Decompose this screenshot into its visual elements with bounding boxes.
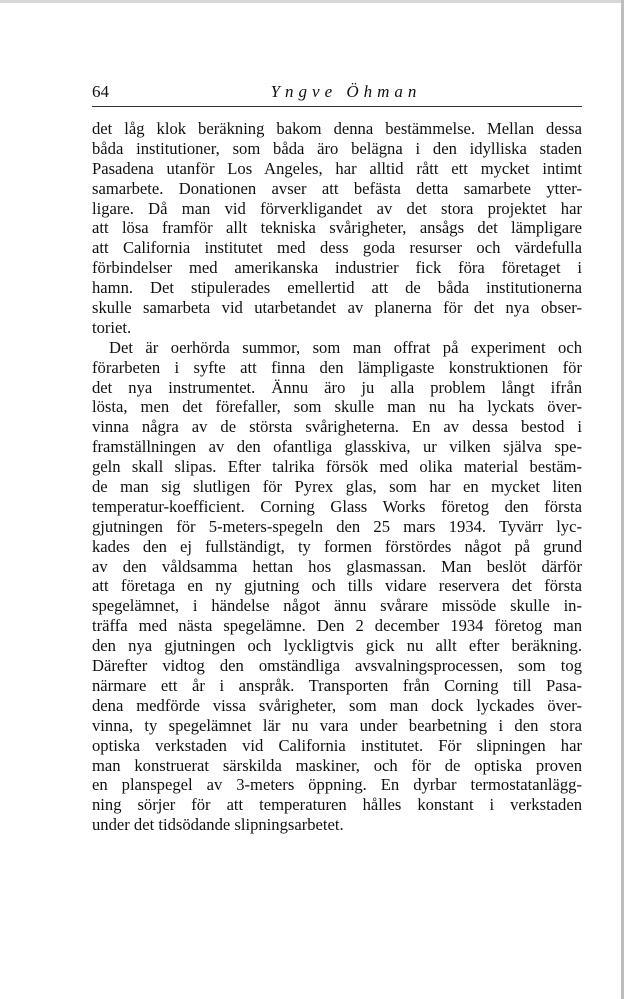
text-line: den nya gjutningen och lyckligtvis gick nu allt efter beräkning.: [92, 636, 582, 656]
text-line: samarbete. Donationen avser att befästa detta samarbete ytter-: [92, 178, 582, 198]
page-top-edge: [0, 0, 624, 3]
text-line: temperatur-koefficient. Corning Glass Works företog den första: [92, 496, 582, 516]
text-line: ning sörjer för att temperaturen hålles konstant i verkstaden: [92, 795, 582, 815]
text-line: att företaga en ny gjutning och tills vidare reservera det första: [92, 576, 582, 596]
text-line: lösta, men det förefaller, som skulle man nu ha lyckats över-: [92, 397, 582, 417]
text-line: man konstruerat särskilda maskiner, och för de optiska proven: [92, 755, 582, 775]
text-line: spegelämnet, i händelse något ännu svårare missöde skulle in-: [92, 596, 582, 616]
text-line: en planspegel av 3-meters öppning. En dyrbar termostatanlägg-: [92, 775, 582, 795]
text-line: skulle samarbeta vid utarbetandet av planerna för det nya obser-: [92, 298, 582, 318]
text-line: ligare. Då man vid förverkligandet av det stora projektet har: [92, 198, 582, 218]
text-line: närmare ett år i anspråk. Transporten från Corning till Pasa-: [92, 675, 582, 695]
text-line: optiska verkstaden vid California institutet. För slipningen har: [92, 735, 582, 755]
text-line: geln skall slipas. Efter talrika försök med olika material bestäm-: [92, 457, 582, 477]
text-line: det nya instrumentet. Ännu äro ju alla problem långt ifrån: [92, 377, 582, 397]
text-line: att California institutet med dess goda resurser och värdefulla: [92, 238, 582, 258]
page-header: [92, 81, 582, 103]
text-line: att lösa framför allt tekniska svårigheter, ansågs det lämpligare: [92, 218, 582, 238]
page-number: 64: [92, 82, 109, 101]
body-text: [92, 119, 582, 835]
text-line: vinna, ty spegelämnet lär nu vara under bearbetning i den stora: [92, 715, 582, 735]
text-line: dena medförde vissa svårigheter, som man dock lyckades över-: [92, 695, 582, 715]
text-line: Pasadena utanför Los Angeles, har alltid rått ett mycket intimt: [92, 158, 582, 178]
text-line: de man sig slutligen för Pyrex glas, som har en mycket liten: [92, 477, 582, 497]
text-line: toriet.: [92, 317, 132, 337]
text-line: under det tidsödande slipningsarbetet.: [92, 815, 344, 835]
text-line: kades den ej fullständigt, ty formen förstördes något på grund: [92, 536, 582, 556]
text-line: Det är oerhörda summor, som man offrat på experiment och: [109, 337, 582, 357]
text-line: av den våldsamma hettan hos glasmassan. Man beslöt därför: [92, 556, 582, 576]
running-head: Yngve Öhman: [270, 82, 422, 101]
text-line: hamn. Det stipulerades emellertid att de båda institutionerna: [92, 278, 582, 298]
text-line: det låg klok beräkning bakom denna bestämmelse. Mellan dessa: [92, 119, 582, 138]
text-line: båda institutioner, som båda äro belägna i den idylliska staden: [92, 138, 582, 158]
text-line: förarbeten i syfte att finna den lämpligaste konstruktionen för: [92, 357, 582, 377]
text-line: framställningen av den ofantliga glasskiva, ur vilken själva spe-: [92, 437, 582, 457]
text-line: gjutningen för 5-meters-spegeln den 25 mars 1934. Tyvärr lyc-: [92, 516, 582, 536]
text-line: träffa med nästa spegelämne. Den 2 december 1934 företog man: [92, 616, 582, 636]
header-rule: [92, 106, 582, 107]
text-line: Därefter vidtog den omständliga avsvalningsprocessen, som tog: [92, 656, 582, 676]
text-line: förbindelser med amerikanska industrier fick föra företaget i: [92, 258, 582, 278]
text-line: vinna några av de största svårigheterna. En av dessa bestod i: [92, 417, 582, 437]
